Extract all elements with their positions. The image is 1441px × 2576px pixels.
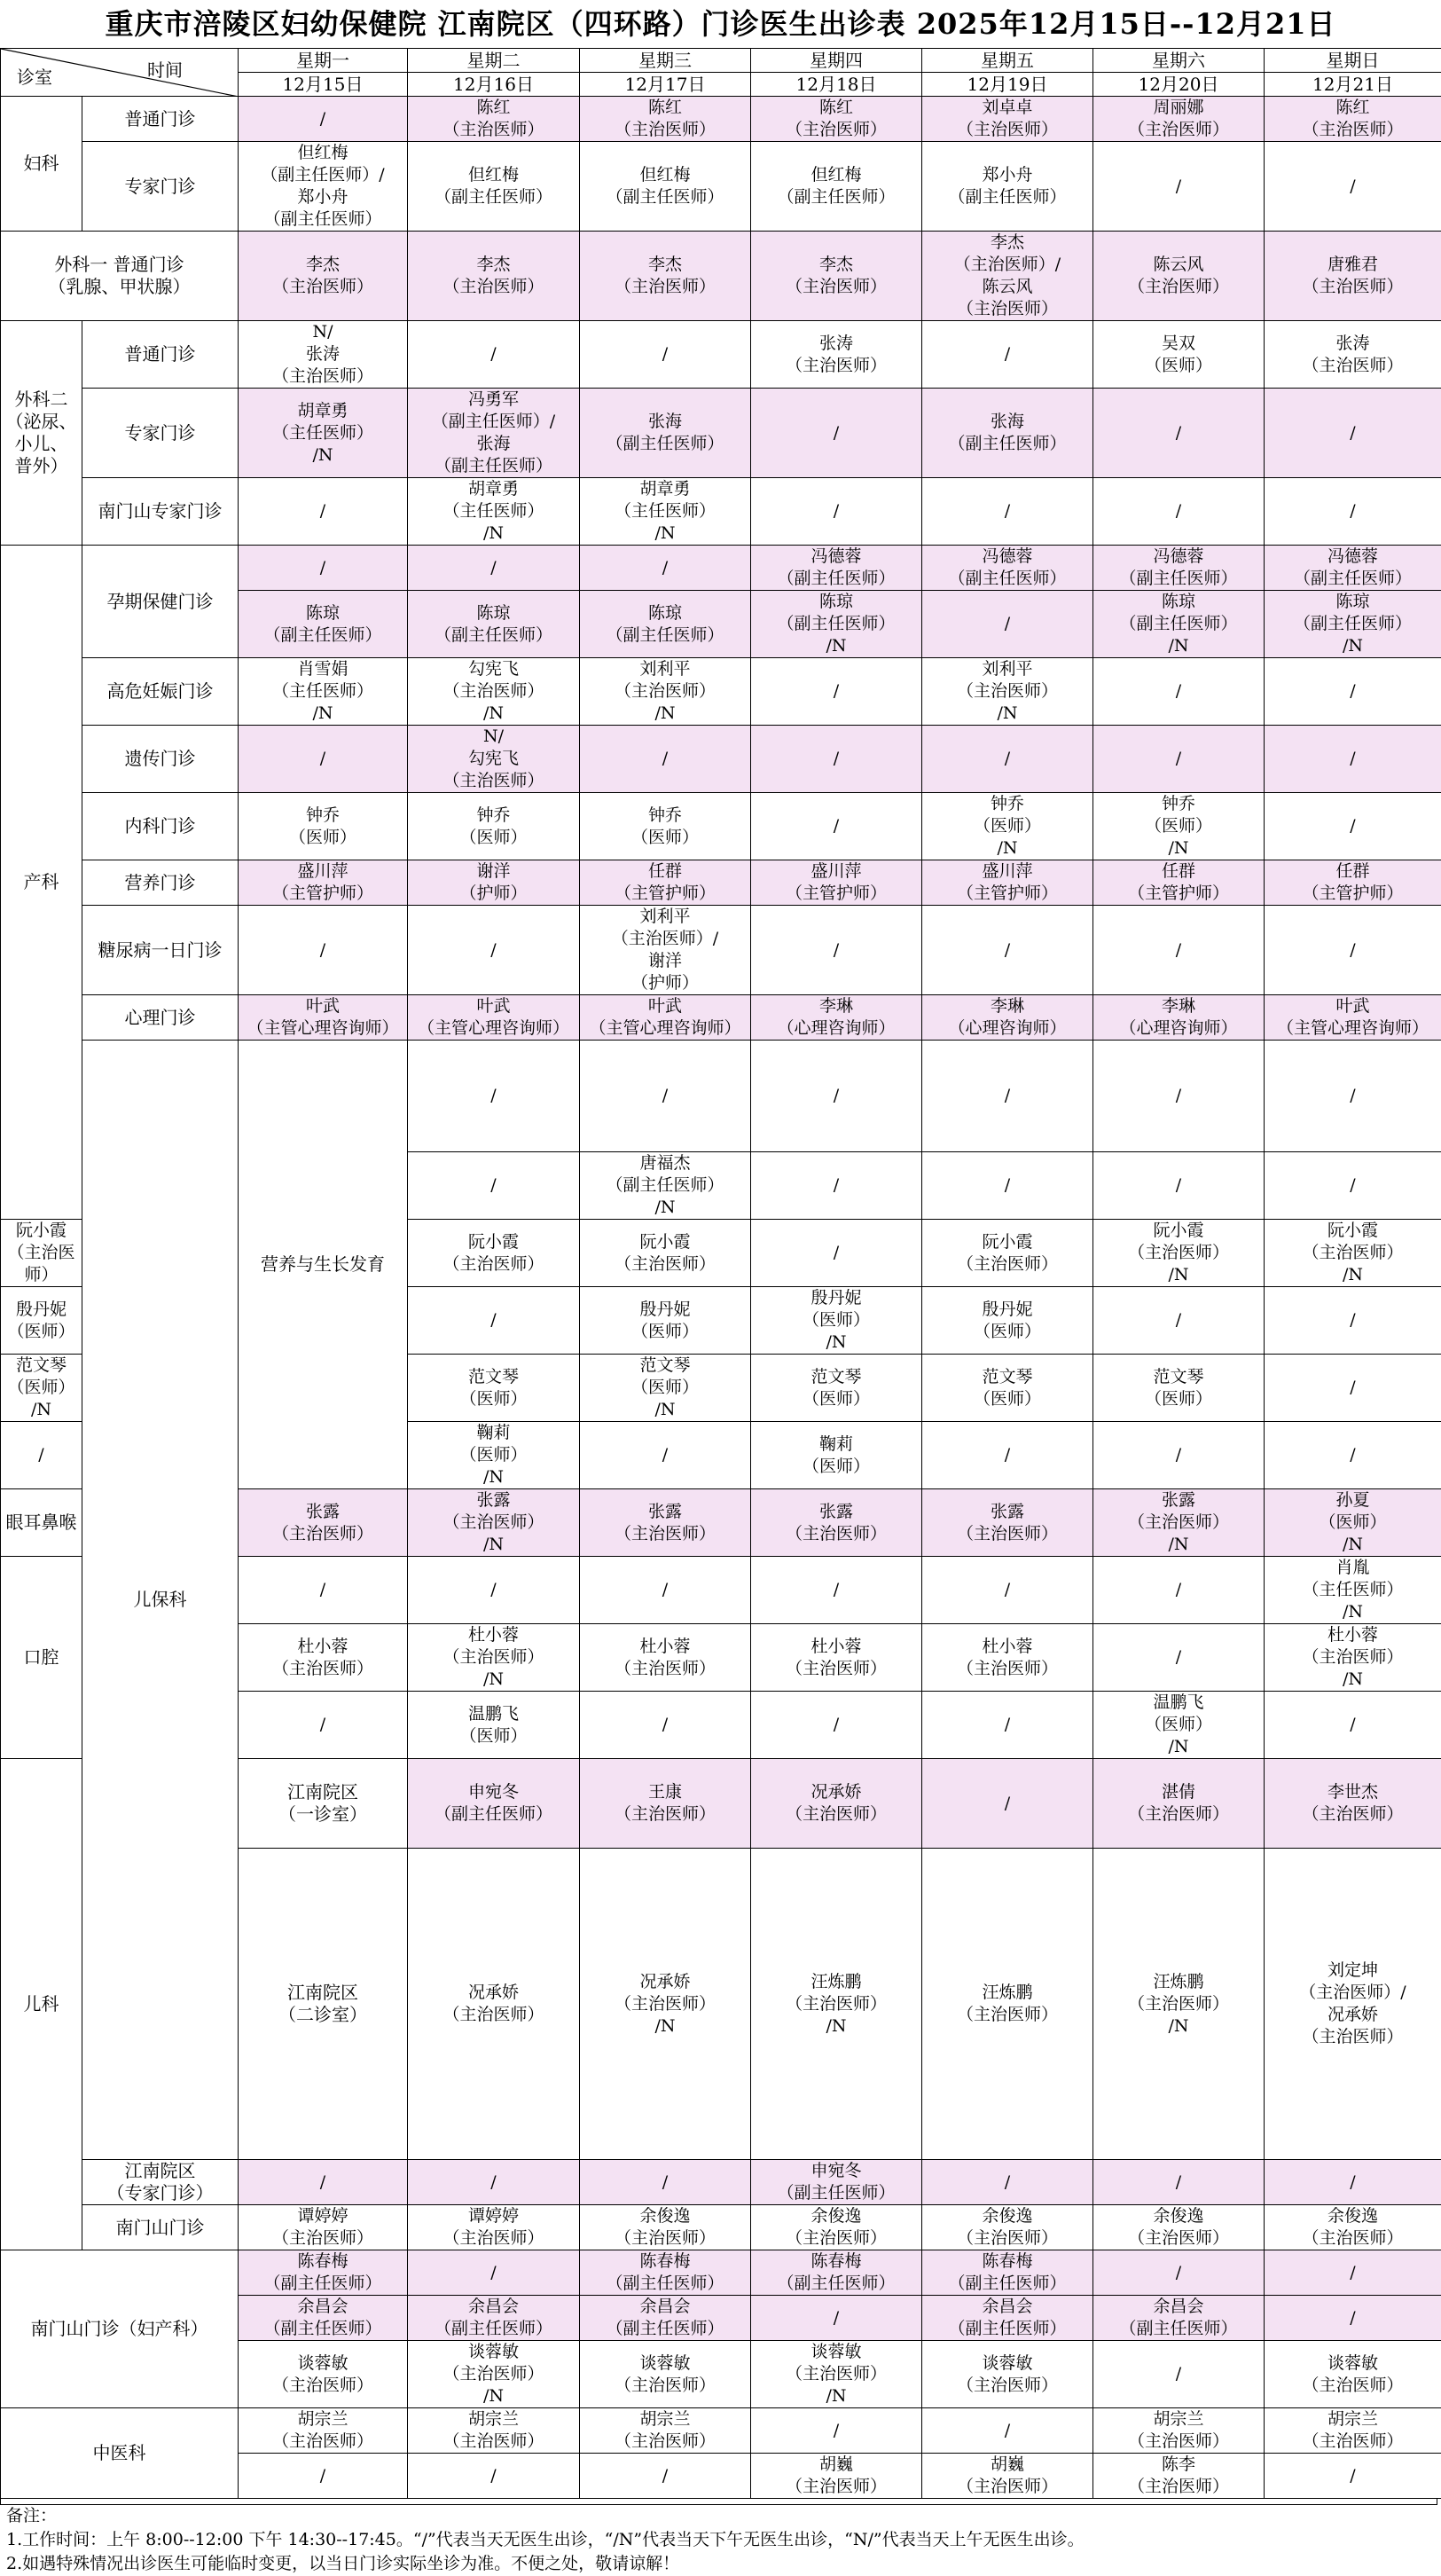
doctor-cell: /: [408, 2454, 580, 2499]
doctor-cell: 陈琼 （副主任医师）: [239, 591, 408, 658]
schedule-row: [1, 142, 1441, 232]
doctor-cell: 唐福杰 （副主任医师） /N: [580, 1152, 751, 1220]
doctor-cell: 陈琼 （副主任医师） /N: [1093, 591, 1265, 658]
doctor-cell: 胡宗兰 （主治医师）: [1265, 2408, 1441, 2454]
doctor-cell: 张露 （主治医师）: [580, 1489, 751, 1557]
clinic-cell: 江南院区 （一诊室）: [239, 1759, 408, 1849]
doctor-cell: 肖雪娟 （主任医师） /N: [239, 658, 408, 726]
doctor-cell: 汪炼鹏 （主治医师）: [922, 1849, 1093, 2160]
doctor-cell: 冯德蓉 （副主任医师）: [751, 546, 922, 591]
doctor-cell: /: [1093, 658, 1265, 726]
schedule-row: [1, 478, 1441, 546]
doctor-cell: /: [1093, 478, 1265, 546]
doctor-cell: 胡巍 （主治医师）: [751, 2454, 922, 2499]
doctor-cell: /: [1265, 389, 1441, 478]
schedule-table: [0, 48, 1441, 2499]
doctor-cell: 胡宗兰 （主治医师）: [580, 2408, 751, 2454]
doctor-cell: /: [1093, 389, 1265, 478]
doctor-cell: 胡宗兰 （主治医师）: [408, 2408, 580, 2454]
doctor-cell: 谈蓉敏 （主治医师）: [239, 2341, 408, 2408]
doctor-cell: /: [580, 1692, 751, 1759]
doctor-cell: 阮小霞 （主治医师） /N: [1093, 1220, 1265, 1287]
date-header: 12月16日: [408, 73, 580, 97]
doctor-cell: 李琳 （心理咨询师）: [1093, 995, 1265, 1041]
schedule-row: [1, 2205, 1441, 2250]
doctor-cell: 谭婷婷 （主治医师）: [239, 2205, 408, 2250]
room-header-label: 诊室: [17, 67, 52, 89]
doctor-cell: 陈红 （主治医师）: [751, 97, 922, 142]
doctor-cell: 陈琼 （副主任医师）: [408, 591, 580, 658]
doctor-cell: 陈春梅 （副主任医师）: [922, 2250, 1093, 2296]
doctor-cell: /: [408, 1287, 580, 1355]
clinic-cell: 心理门诊: [82, 995, 239, 1041]
schedule-row: [1, 546, 1441, 591]
doctor-cell: 周丽娜 （主治医师）: [1093, 97, 1265, 142]
clinic-cell: 高危妊娠门诊: [82, 658, 239, 726]
doctor-cell: 张露 （主治医师）: [751, 1489, 922, 1557]
doctor-cell: 杜小蓉 （主治医师）: [751, 1624, 922, 1692]
doctor-cell: /: [1265, 726, 1441, 793]
doctor-cell: 申宛冬 （副主任医师）: [408, 1759, 580, 1849]
doctor-cell: 杜小蓉 （主治医师） /N: [1265, 1624, 1441, 1692]
department-cell: 儿科: [1, 1759, 82, 2250]
doctor-cell: 陈琼 （副主任医师）: [580, 591, 751, 658]
doctor-cell: 谈蓉敏 （主治医师） /N: [751, 2341, 922, 2408]
doctor-cell: /: [1093, 1422, 1265, 1489]
doctor-cell: 殷丹妮 （医师）: [580, 1287, 751, 1355]
doctor-cell: 刘卓卓 （主治医师）: [922, 97, 1093, 142]
doctor-cell: 胡巍 （主治医师）: [922, 2454, 1093, 2499]
doctor-cell: 湛倩 （主治医师）: [1093, 1759, 1265, 1849]
doctor-cell: 胡章勇 （主任医师） /N: [239, 389, 408, 478]
doctor-cell: 但红梅 （副主任医师）: [408, 142, 580, 232]
date-header: 12月18日: [751, 73, 922, 97]
doctor-cell: /: [922, 1152, 1093, 1220]
doctor-cell: /: [580, 1041, 751, 1152]
doctor-cell: 范文琴 （医师）: [751, 1355, 922, 1422]
doctor-cell: /: [922, 2408, 1093, 2454]
doctor-cell: /: [239, 726, 408, 793]
doctor-cell: 张涛 （主治医师）: [751, 321, 922, 389]
doctor-cell: /: [408, 906, 580, 995]
doctor-cell: /: [239, 2160, 408, 2205]
doctor-cell: /: [922, 2160, 1093, 2205]
doctor-cell: /: [751, 1152, 922, 1220]
doctor-cell: 但红梅 （副主任医师）/ 郑小舟 （副主任医师）: [239, 142, 408, 232]
doctor-cell: 余昌会 （副主任医师）: [922, 2296, 1093, 2341]
doctor-cell: /: [1265, 2160, 1441, 2205]
doctor-cell: 杜小蓉 （主治医师） /N: [408, 1624, 580, 1692]
date-header: 12月17日: [580, 73, 751, 97]
clinic-cell: 眼耳鼻喉: [1, 1489, 82, 1557]
notes-line-2: 2.如遇特殊情况出诊医生可能临时变更，以当日门诊实际坐诊为准。不便之处，敬请谅解！: [6, 2552, 1437, 2576]
doctor-cell: 任群 （主管护师）: [580, 860, 751, 906]
doctor-cell: 余昌会 （副主任医师）: [580, 2296, 751, 2341]
doctor-cell: 张海 （副主任医师）: [580, 389, 751, 478]
doctor-cell: /: [922, 1557, 1093, 1624]
doctor-cell: 张海 （副主任医师）: [922, 389, 1093, 478]
schedule-row: [1, 793, 1441, 860]
doctor-cell: /: [1265, 2454, 1441, 2499]
doctor-cell: 陈红 （主治医师）: [408, 97, 580, 142]
doctor-cell: 余昌会 （副主任医师）: [1093, 2296, 1265, 2341]
doctor-cell: /: [239, 1557, 408, 1624]
doctor-cell: /: [239, 546, 408, 591]
doctor-cell: 鞠莉 （医师）: [751, 1422, 922, 1489]
doctor-cell: 陈琼 （副主任医师） /N: [751, 591, 922, 658]
doctor-cell: 冯德蓉 （副主任医师）: [1265, 546, 1441, 591]
doctor-cell: /: [751, 2296, 922, 2341]
doctor-cell: 余俊逸 （主治医师）: [1265, 2205, 1441, 2250]
weekday-header: 星期四: [751, 49, 922, 73]
doctor-cell: 张露 （主治医师）: [922, 1489, 1093, 1557]
doctor-cell: 陈春梅 （副主任医师）: [751, 2250, 922, 2296]
doctor-cell: 李杰 （主治医师）: [580, 232, 751, 321]
doctor-cell: 任群 （主管护师）: [1093, 860, 1265, 906]
doctor-cell: /: [1265, 2250, 1441, 2296]
schedule-row: [1, 2408, 1441, 2454]
doctor-cell: 余昌会 （副主任医师）: [239, 2296, 408, 2341]
doctor-cell: N/ 勾宪飞 （主治医师）: [408, 726, 580, 793]
doctor-cell: /: [922, 591, 1093, 658]
doctor-cell: /: [580, 321, 751, 389]
doctor-cell: /: [922, 1759, 1093, 1849]
doctor-cell: /: [1265, 1152, 1441, 1220]
doctor-cell: 谈蓉敏 （主治医师） /N: [408, 2341, 580, 2408]
doctor-cell: /: [751, 2408, 922, 2454]
doctor-cell: 况承娇 （主治医师）: [751, 1759, 922, 1849]
schedule-row: [1, 906, 1441, 995]
header-corner: [1, 49, 239, 97]
doctor-cell: 盛川萍 （主管护师）: [922, 860, 1093, 906]
doctor-cell: 杜小蓉 （主治医师）: [580, 1624, 751, 1692]
weekday-header: 星期二: [408, 49, 580, 73]
doctor-cell: 李杰 （主治医师）/ 陈云风 （主治医师）: [922, 232, 1093, 321]
doctor-cell: 钟乔 （医师）: [580, 793, 751, 860]
clinic-cell: 糖尿病一日门诊: [82, 906, 239, 995]
doctor-cell: 冯德蓉 （副主任医师）: [922, 546, 1093, 591]
doctor-cell: 谈蓉敏 （主治医师）: [1265, 2341, 1441, 2408]
doctor-cell: 范文琴 （医师） /N: [580, 1355, 751, 1422]
department-cell: 南门山门诊（妇产科）: [1, 2250, 239, 2408]
doctor-cell: /: [1093, 1041, 1265, 1152]
doctor-cell: 谈蓉敏 （主治医师）: [922, 2341, 1093, 2408]
doctor-cell: 谭婷婷 （主治医师）: [408, 2205, 580, 2250]
date-header: 12月21日: [1265, 73, 1441, 97]
doctor-cell: /: [751, 793, 922, 860]
doctor-cell: 钟乔 （医师）: [239, 793, 408, 860]
doctor-cell: 范文琴 （医师）: [1093, 1355, 1265, 1422]
doctor-cell: /: [1093, 726, 1265, 793]
doctor-cell: /: [1093, 1287, 1265, 1355]
doctor-cell: 陈红 （主治医师）: [580, 97, 751, 142]
schedule-body: [1, 97, 1441, 2499]
doctor-cell: /: [580, 1422, 751, 1489]
doctor-cell: /: [580, 1557, 751, 1624]
doctor-cell: 张露 （主治医师）: [239, 1489, 408, 1557]
doctor-cell: 王康 （主治医师）: [580, 1759, 751, 1849]
doctor-cell: /: [751, 478, 922, 546]
doctor-cell: 阮小霞 （主治医师）: [1, 1220, 82, 1287]
doctor-cell: 但红梅 （副主任医师）: [751, 142, 922, 232]
doctor-cell: /: [922, 906, 1093, 995]
doctor-cell: /: [1093, 142, 1265, 232]
doctor-cell: 叶武 （主管心理咨询师）: [580, 995, 751, 1041]
weekday-header: 星期五: [922, 49, 1093, 73]
doctor-cell: 范文琴 （医师） /N: [1, 1355, 82, 1422]
doctor-cell: 任群 （主管护师）: [1265, 860, 1441, 906]
doctor-cell: 唐雅君 （主治医师）: [1265, 232, 1441, 321]
clinic-cell: 江南院区 （专家门诊）: [82, 2160, 239, 2205]
doctor-cell: 胡章勇 （主任医师） /N: [408, 478, 580, 546]
doctor-cell: /: [1265, 1287, 1441, 1355]
doctor-cell: /: [922, 478, 1093, 546]
doctor-cell: 范文琴 （医师）: [408, 1355, 580, 1422]
weekday-header: 星期三: [580, 49, 751, 73]
schedule-row: [1, 97, 1441, 142]
notes-line-1: 1.工作时间：上午 8:00--12:00 下午 14:30--17:45。“/”代表当天无医生出诊，“/N”代表当天下午无医生出诊，“N/”代表当天上午无医生出诊。: [6, 2528, 1437, 2552]
doctor-cell: 盛川萍 （主管护师）: [239, 860, 408, 906]
doctor-cell: 钟乔 （医师） /N: [1093, 793, 1265, 860]
doctor-cell: 李杰 （主治医师）: [408, 232, 580, 321]
doctor-cell: 刘利平 （主治医师） /N: [922, 658, 1093, 726]
doctor-cell: 余俊逸 （主治医师）: [751, 2205, 922, 2250]
doctor-cell: 盛川萍 （主管护师）: [751, 860, 922, 906]
doctor-cell: 张涛 （主治医师）: [1265, 321, 1441, 389]
doctor-cell: 勾宪飞 （主治医师） /N: [408, 658, 580, 726]
department-cell: 外科二 （泌尿、 小儿、 普外）: [1, 321, 82, 546]
doctor-cell: 谈蓉敏 （主治医师）: [580, 2341, 751, 2408]
doctor-cell: 张露 （主治医师） /N: [408, 1489, 580, 1557]
doctor-cell: 李琳 （心理咨询师）: [922, 995, 1093, 1041]
doctor-cell: 阮小霞 （主治医师）: [922, 1220, 1093, 1287]
doctor-cell: /: [751, 1557, 922, 1624]
department-cell: 妇科: [1, 97, 82, 232]
doctor-cell: 李杰 （主治医师）: [239, 232, 408, 321]
schedule-row: [1, 860, 1441, 906]
clinic-cell: 普通门诊: [82, 97, 239, 142]
doctor-cell: /: [751, 1041, 922, 1152]
doctor-cell: /: [1093, 1624, 1265, 1692]
doctor-cell: /: [239, 906, 408, 995]
doctor-cell: /: [1265, 2296, 1441, 2341]
doctor-cell: 陈云风 （主治医师）: [1093, 232, 1265, 321]
doctor-cell: 胡宗兰 （主治医师）: [1093, 2408, 1265, 2454]
department-cell: 儿保科: [82, 1041, 239, 2160]
schedule-row: [1, 995, 1441, 1041]
doctor-cell: /: [751, 906, 922, 995]
doctor-cell: /: [239, 97, 408, 142]
weekday-header: 星期六: [1093, 49, 1265, 73]
doctor-cell: 况承娇 （主治医师） /N: [580, 1849, 751, 2160]
doctor-cell: /: [1265, 906, 1441, 995]
clinic-cell: 专家门诊: [82, 389, 239, 478]
doctor-cell: 余昌会 （副主任医师）: [408, 2296, 580, 2341]
doctor-cell: 况承娇 （主治医师）: [408, 1849, 580, 2160]
doctor-cell: 李世杰 （主治医师）: [1265, 1759, 1441, 1849]
schedule-row: [1, 1041, 1441, 1152]
schedule-row: [1, 232, 1441, 321]
doctor-cell: /: [408, 2250, 580, 2296]
clinic-cell: 普通门诊: [82, 321, 239, 389]
doctor-cell: /: [1265, 1692, 1441, 1759]
weekday-header: 星期日: [1265, 49, 1441, 73]
schedule-row: [1, 389, 1441, 478]
doctor-cell: /: [922, 1041, 1093, 1152]
weekday-header: 星期一: [239, 49, 408, 73]
clinic-cell: 营养与生长发育: [239, 1041, 408, 1489]
department-cell: 中医科: [1, 2408, 239, 2499]
doctor-cell: 殷丹妮 （医师） /N: [751, 1287, 922, 1355]
doctor-cell: N/ 张涛 （主治医师）: [239, 321, 408, 389]
doctor-cell: 胡宗兰 （主治医师）: [239, 2408, 408, 2454]
clinic-cell: 专家门诊: [82, 142, 239, 232]
schedule-row: [1, 2250, 1441, 2296]
doctor-cell: /: [408, 1041, 580, 1152]
notes-section: [0, 2499, 1437, 2505]
doctor-cell: /: [1265, 142, 1441, 232]
date-header: 12月15日: [239, 73, 408, 97]
doctor-cell: /: [751, 389, 922, 478]
doctor-cell: 余俊逸 （主治医师）: [1093, 2205, 1265, 2250]
doctor-cell: 陈李 （主治医师）: [1093, 2454, 1265, 2499]
clinic-cell: 口腔: [1, 1557, 82, 1759]
doctor-cell: /: [922, 1422, 1093, 1489]
doctor-cell: 杜小蓉 （主治医师）: [239, 1624, 408, 1692]
doctor-cell: /: [751, 1692, 922, 1759]
doctor-cell: /: [580, 546, 751, 591]
doctor-cell: /: [408, 1557, 580, 1624]
notes-heading: 备注：: [6, 2504, 1437, 2528]
doctor-cell: 阮小霞 （主治医师）: [408, 1220, 580, 1287]
doctor-cell: 余俊逸 （主治医师）: [580, 2205, 751, 2250]
doctor-cell: 温鹏飞 （医师）: [408, 1692, 580, 1759]
date-header: 12月20日: [1093, 73, 1265, 97]
clinic-cell: 孕期保健门诊: [82, 546, 239, 658]
doctor-cell: 谢洋 （护师）: [408, 860, 580, 906]
doctor-cell: 殷丹妮 （医师）: [922, 1287, 1093, 1355]
doctor-cell: 陈春梅 （副主任医师）: [580, 2250, 751, 2296]
doctor-cell: /: [408, 1152, 580, 1220]
doctor-cell: /: [1265, 1422, 1441, 1489]
doctor-cell: /: [239, 1692, 408, 1759]
doctor-cell: 冯德蓉 （副主任医师）: [1093, 546, 1265, 591]
doctor-cell: 余俊逸 （主治医师）: [922, 2205, 1093, 2250]
department-cell: 外科一 普通门诊 （乳腺、甲状腺）: [1, 232, 239, 321]
doctor-cell: 李杰 （主治医师）: [751, 232, 922, 321]
clinic-cell: 遗传门诊: [82, 726, 239, 793]
doctor-cell: /: [239, 478, 408, 546]
doctor-cell: /: [1, 1422, 82, 1489]
schedule-title: 重庆市涪陵区妇幼保健院 江南院区（四环路）门诊医生出诊表 2025年12月15日--12月21日: [0, 0, 1441, 48]
doctor-cell: /: [1265, 1041, 1441, 1152]
doctor-cell: 鞠莉 （医师） /N: [408, 1422, 580, 1489]
doctor-cell: 阮小霞 （主治医师） /N: [1265, 1220, 1441, 1287]
doctor-cell: /: [1093, 2250, 1265, 2296]
schedule-row: [1, 321, 1441, 389]
doctor-cell: /: [1265, 658, 1441, 726]
doctor-cell: 温鹏飞 （医师） /N: [1093, 1692, 1265, 1759]
doctor-cell: 孙夏 （医师） /N: [1265, 1489, 1441, 1557]
doctor-cell: 李琳 （心理咨询师）: [751, 995, 922, 1041]
doctor-cell: /: [751, 726, 922, 793]
doctor-cell: /: [1265, 478, 1441, 546]
clinic-cell: 南门山门诊: [82, 2205, 239, 2250]
schedule-row: [1, 2160, 1441, 2205]
doctor-cell: 郑小舟 （副主任医师）: [922, 142, 1093, 232]
doctor-cell: /: [1093, 2160, 1265, 2205]
doctor-cell: 范文琴 （医师）: [922, 1355, 1093, 1422]
doctor-cell: 叶武 （主管心理咨询师）: [1265, 995, 1441, 1041]
doctor-cell: /: [1093, 2341, 1265, 2408]
doctor-cell: /: [239, 2454, 408, 2499]
time-header-label: 时间: [147, 59, 183, 82]
doctor-cell: 胡章勇 （主任医师） /N: [580, 478, 751, 546]
doctor-cell: 叶武 （主管心理咨询师）: [239, 995, 408, 1041]
doctor-cell: /: [751, 1220, 922, 1287]
department-cell: 产科: [1, 546, 82, 1220]
doctor-cell: 申宛冬 （副主任医师）: [751, 2160, 922, 2205]
doctor-cell: /: [580, 2160, 751, 2205]
doctor-cell: 钟乔 （医师） /N: [922, 793, 1093, 860]
doctor-cell: 汪炼鹏 （主治医师） /N: [751, 1849, 922, 2160]
doctor-cell: /: [408, 2160, 580, 2205]
doctor-cell: /: [922, 726, 1093, 793]
doctor-cell: 钟乔 （医师）: [408, 793, 580, 860]
doctor-cell: 叶武 （主管心理咨询师）: [408, 995, 580, 1041]
doctor-cell: /: [408, 321, 580, 389]
doctor-cell: /: [580, 2454, 751, 2499]
schedule-row: [1, 726, 1441, 793]
doctor-cell: /: [922, 321, 1093, 389]
doctor-cell: 殷丹妮 （医师）: [1, 1287, 82, 1355]
doctor-cell: /: [1093, 906, 1265, 995]
doctor-cell: /: [580, 726, 751, 793]
doctor-cell: 刘利平 （主治医师） /N: [580, 658, 751, 726]
clinic-cell: 内科门诊: [82, 793, 239, 860]
doctor-cell: 刘定坤 （主治医师）/ 况承娇 （主治医师）: [1265, 1849, 1441, 2160]
clinic-cell: 营养门诊: [82, 860, 239, 906]
doctor-cell: 陈红 （主治医师）: [1265, 97, 1441, 142]
doctor-cell: /: [751, 658, 922, 726]
doctor-cell: /: [1265, 793, 1441, 860]
doctor-cell: /: [922, 1692, 1093, 1759]
doctor-cell: 杜小蓉 （主治医师）: [922, 1624, 1093, 1692]
doctor-cell: 但红梅 （副主任医师）: [580, 142, 751, 232]
doctor-cell: /: [408, 546, 580, 591]
doctor-cell: 吴双 （医师）: [1093, 321, 1265, 389]
doctor-cell: /: [1093, 1557, 1265, 1624]
doctor-cell: 冯勇军 （副主任医师）/ 张海 （副主任医师）: [408, 389, 580, 478]
doctor-cell: /: [1093, 1152, 1265, 1220]
clinic-cell: 南门山专家门诊: [82, 478, 239, 546]
clinic-cell: 江南院区 （二诊室）: [239, 1849, 408, 2160]
doctor-cell: 刘利平 （主治医师）/ 谢洋 （护师）: [580, 906, 751, 995]
doctor-cell: 陈春梅 （副主任医师）: [239, 2250, 408, 2296]
doctor-cell: 汪炼鹏 （主治医师） /N: [1093, 1849, 1265, 2160]
doctor-cell: /: [1265, 1355, 1441, 1422]
doctor-cell: 张露 （主治医师） /N: [1093, 1489, 1265, 1557]
doctor-cell: 阮小霞 （主治医师）: [580, 1220, 751, 1287]
doctor-cell: 陈琼 （副主任医师） /N: [1265, 591, 1441, 658]
doctor-cell: 肖胤 （主任医师） /N: [1265, 1557, 1441, 1624]
date-header: 12月19日: [922, 73, 1093, 97]
schedule-row: [1, 658, 1441, 726]
